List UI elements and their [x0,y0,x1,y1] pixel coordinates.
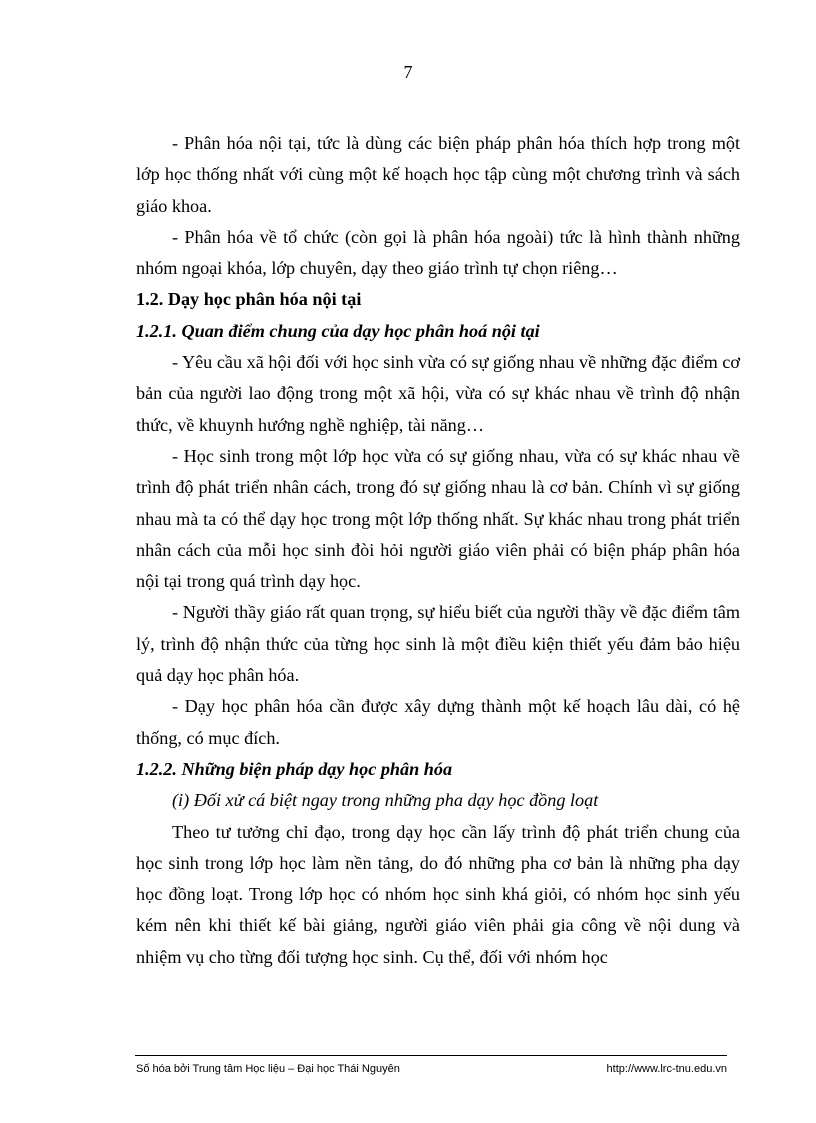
paragraph: - Phân hóa nội tại, tức là dùng các biện pháp phân hóa thích hợp trong một lớp học thống nhất với cùng một kế hoạch học tập cùng một chương trình và sách giáo khoa. [136,133,740,216]
paragraph: - Phân hóa về tổ chức (còn gọi là phân hóa ngoài) tức là hình thành những nhóm ngoại khóa, lớp chuyên, dạy theo giáo trình tự chọn riêng… [136,226,740,279]
paragraph: - Học sinh trong một lớp học vừa có sự giống nhau, vừa có sự khác nhau về trình độ phát triển nhân cách, trong đó sự giống nhau là cơ bản. Chính vì sự giống nhau mà ta có thể dạy học trong một lớp thống nhất. Sự khác nhau trong phát triển nhân cách của mỗi học sinh đòi hỏi người giáo viên phải có biện pháp phân hóa nội tại trong quá trình dạy học. [136,445,740,592]
footer-divider [135,1055,727,1056]
paragraph: - Người thầy giáo rất quan trọng, sự hiểu biết của người thầy về đặc điểm tâm lý, trình độ nhận thức của từng học sinh là một điều kiện thiết yếu đảm bảo hiệu quả dạy học phân hóa. [136,602,740,686]
footer-source: Số hóa bởi Trung tâm Học liệu – Đại học Thái Nguyên [136,1063,400,1075]
paragraph: - Dạy học phân hóa cần được xây dựng thành một kế hoạch lâu dài, có hệ thống, có mục đích. [136,696,740,748]
subsection-heading: 1.2.1. Quan điểm chung của dạy học phân hoá nội tại [136,320,540,341]
subsection-heading: 1.2.2. Những biện pháp dạy học phân hóa [136,758,453,779]
item-heading: (i) Đối xử cá biệt ngay trong những pha dạy học đồng loạt [172,790,599,811]
footer-url: http://www.lrc-tnu.edu.vn [606,1063,727,1075]
paragraph: - Yêu cầu xã hội đối với học sinh vừa có sự giống nhau về những đặc điểm cơ bản của người lao động trong một xã hội, vừa có sự khác nhau về trình độ nhận thức, về khuynh hướng nghề nghiệp, tài năng… [136,352,740,435]
document-body [136,128,740,973]
paragraph: Theo tư tưởng chỉ đạo, trong dạy học cần lấy trình độ phát triển chung của học sinh trong lớp học làm nền tảng, do đó những pha cơ bản là những pha dạy học đồng loạt. Trong lớp học có nhóm học sinh khá giỏi, có nhóm học sinh yếu kém nên khi thiết kế bài giảng, người giáo viên phải gia công về nội dung và nhiệm vụ cho từng đối tượng học sinh. Cụ thể, đối với nhóm học [136,821,740,967]
page-number: 7 [403,62,413,82]
section-heading: 1.2. Dạy học phân hóa nội tại [136,289,362,310]
